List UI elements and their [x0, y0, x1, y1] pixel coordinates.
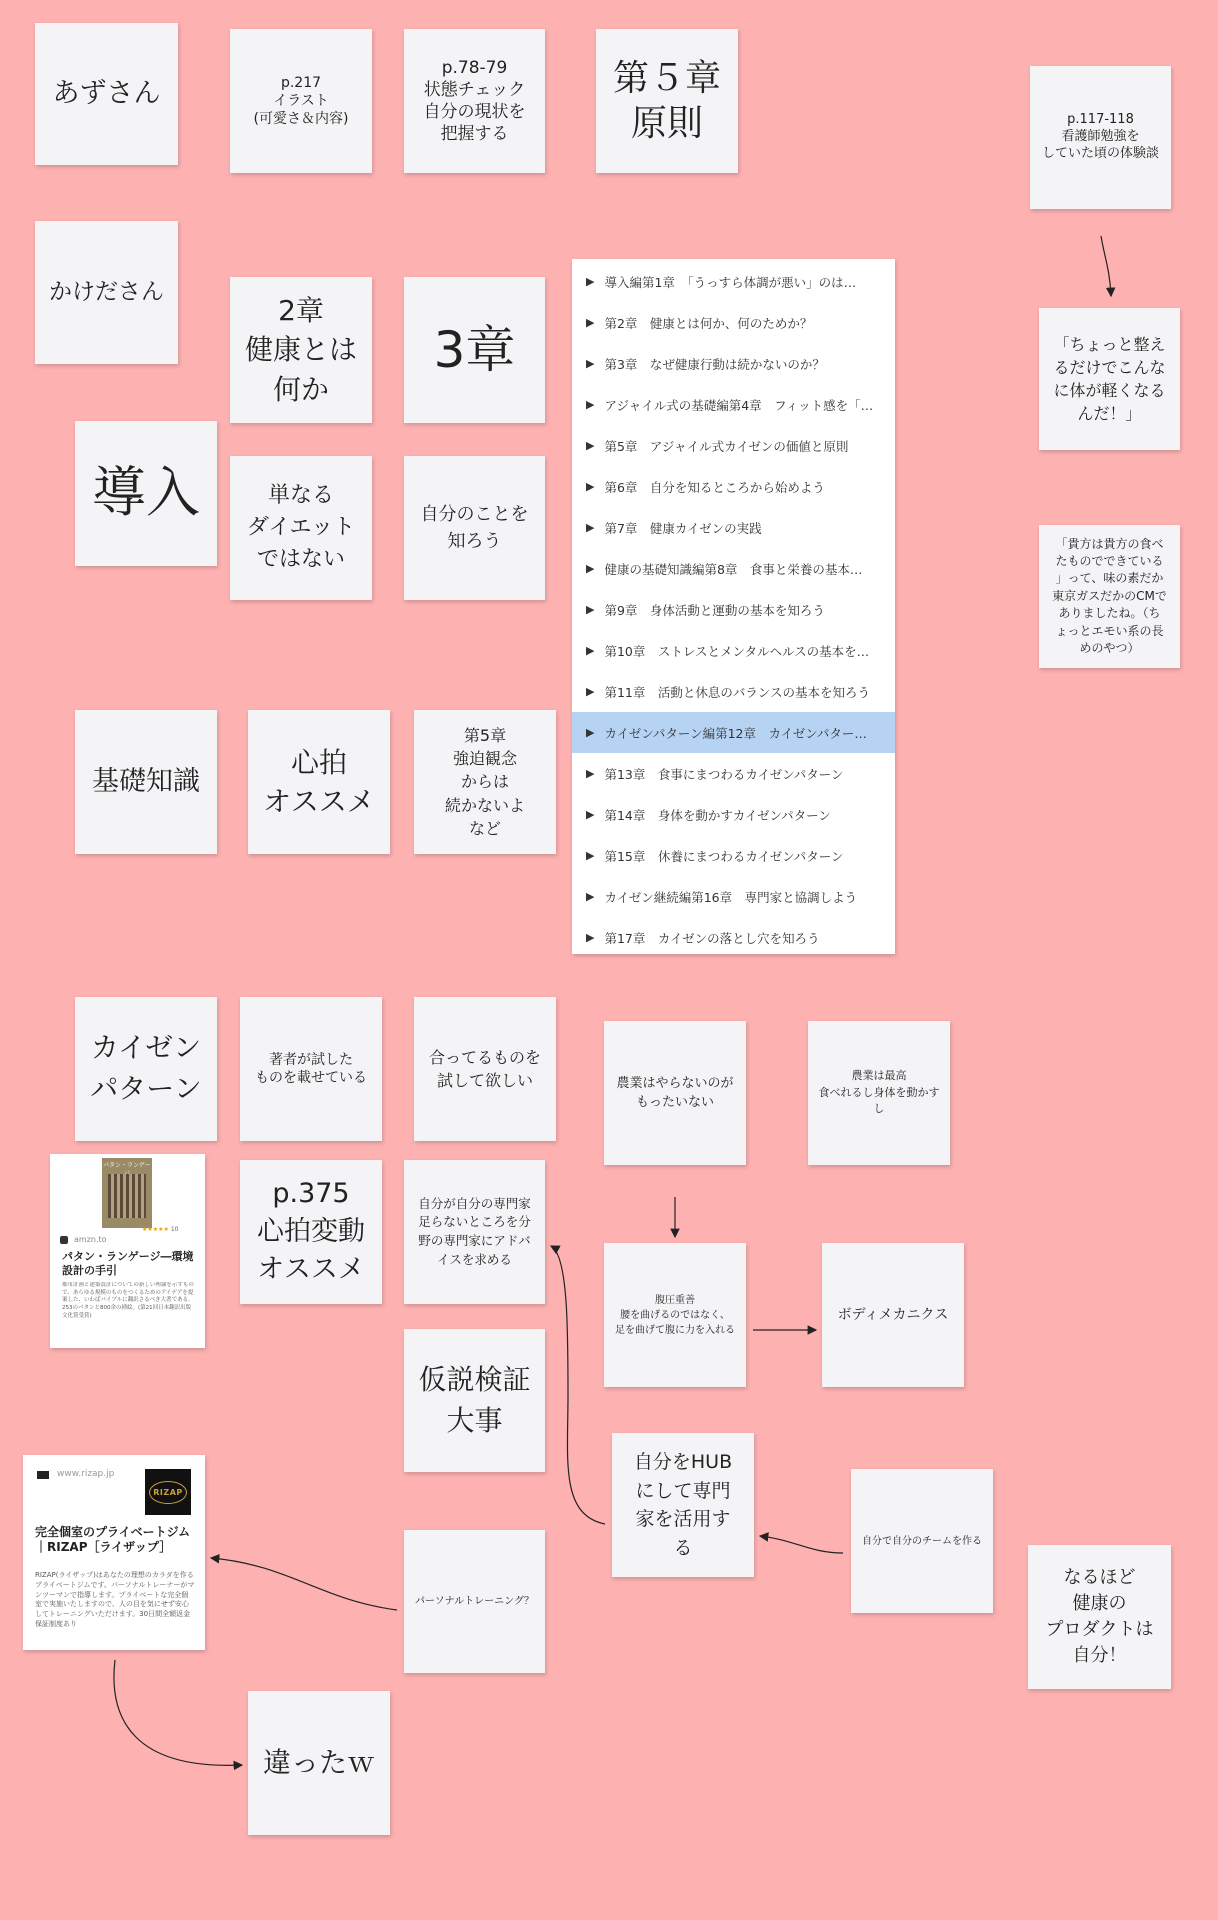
note-own-team[interactable]: 自分で自分のチームを作る — [851, 1469, 993, 1613]
note-chapter5-principle[interactable]: 第５章 原則 — [596, 29, 738, 173]
chapter-item[interactable] — [572, 589, 895, 630]
card-source[interactable]: amzn.to — [74, 1235, 107, 1244]
chapter-item[interactable] — [572, 425, 895, 466]
chapter-item[interactable] — [572, 548, 895, 589]
book-cover-title: パタン・ランゲー — [103, 1162, 151, 1169]
note-chapter3[interactable]: 3章 — [404, 277, 545, 423]
connector-personal-training-to-rizap — [211, 1558, 397, 1610]
expand-triangle-icon[interactable]: ▶ — [586, 603, 595, 616]
rating-stars: ★★★★★ 10 — [142, 1226, 179, 1233]
chapter-item[interactable] — [572, 302, 895, 343]
card-title[interactable]: 完全個室のプライベートジム｜RIZAP［ライザップ］ — [35, 1525, 191, 1554]
note-hub-experts[interactable]: 自分をHUB にして専門 家を活用す る — [612, 1433, 754, 1577]
chapter-label: 第7章 健康カイゼンの実践 — [604, 520, 762, 536]
expand-triangle-icon[interactable]: ▶ — [586, 726, 595, 739]
chapter-label: カイゼンパターン編第12章 カイゼンパター… — [604, 725, 867, 741]
chapter-label: 第17章 カイゼンの落とし穴を知ろう — [604, 930, 820, 946]
chapter-item[interactable] — [572, 753, 895, 794]
chapter-item[interactable] — [572, 466, 895, 507]
note-quote-light-body[interactable]: 「ちょっと整え るだけでこんな に体が軽くなる んだ！」 — [1039, 308, 1180, 450]
note-body-mechanics[interactable]: ボディメカニクス — [822, 1243, 964, 1387]
note-farming-waste[interactable]: 農業はやらないのが もったいない — [604, 1021, 746, 1165]
chapter-label: 第2章 健康とは何か、何のためか？ — [604, 315, 813, 331]
card-description: 都市計画と建築設計についての新しい理論を示すもので、あらゆる規模のものをつくるためのアイデアを提案した、いわばバイブルに翻訳さるべき大著である。253のパタンと800余の挿絵。(第21回日本翻訳出版文化賞受賞) — [62, 1282, 194, 1319]
expand-triangle-icon[interactable]: ▶ — [586, 644, 595, 657]
expand-triangle-icon[interactable]: ▶ — [586, 439, 595, 452]
expand-triangle-icon[interactable]: ▶ — [586, 890, 595, 903]
link-card-rizap[interactable] — [23, 1455, 205, 1650]
note-know-yourself[interactable]: 自分のことを 知ろう — [404, 456, 545, 600]
source-favicon-icon — [37, 1471, 49, 1479]
note-basic-knowledge[interactable]: 基礎知識 — [75, 710, 217, 854]
chapter-item[interactable] — [572, 835, 895, 876]
note-p375[interactable]: p.375 心拍変動 オススメ — [240, 1160, 382, 1304]
chapter-item[interactable] — [572, 384, 895, 425]
note-farming-best[interactable]: 農業は最高 食べれるし身体を動かすし — [808, 1021, 950, 1165]
note-quote-food[interactable]: 「貴方は貴方の食べ たものでできている 」って、味の素だか 東京ガスだかのCMで ありましたね。（ち ょっとエモい系の長 めのやつ） — [1039, 525, 1180, 668]
book-cover-image — [102, 1158, 152, 1228]
note-p117-118[interactable]: p.117-118 看護師勉強を していた頃の体験談 — [1030, 66, 1171, 209]
note-chapter5-compulsion[interactable]: 第5章 強迫観念 からは 続かないよ など — [414, 710, 556, 854]
card-source[interactable]: www.rizap.jp — [57, 1469, 115, 1479]
chapter-label: 第6章 自分を知るところから始めよう — [604, 479, 825, 495]
note-azusan[interactable]: あずさん — [35, 23, 178, 165]
expand-triangle-icon[interactable]: ▶ — [586, 398, 595, 411]
note-p78-79[interactable]: p.78-79 状態チェック 自分の現状を 把握する — [404, 29, 545, 173]
chapter-label: 第15章 休養にまつわるカイゼンパターン — [604, 848, 844, 864]
note-abdominal-pressure[interactable]: 腹圧重善 腰を曲げるのではなく、 足を曲げて腹に力を入れる — [604, 1243, 746, 1387]
expand-triangle-icon[interactable]: ▶ — [586, 685, 595, 698]
chapter-item[interactable] — [572, 261, 895, 302]
note-not-diet[interactable]: 単なる ダイエット ではない — [230, 456, 372, 600]
chapter-item[interactable] — [572, 876, 895, 917]
chapter-item[interactable] — [572, 917, 895, 958]
note-different[interactable]: 違ったｗ — [248, 1691, 390, 1835]
note-p217[interactable]: p.217 イラスト (可愛さ＆内容) — [230, 29, 372, 173]
expand-triangle-icon[interactable]: ▶ — [586, 767, 595, 780]
connector-rizap-to-different — [114, 1660, 242, 1765]
connector-hub-to-expert-advice — [551, 1246, 605, 1524]
chapter-item[interactable] — [572, 507, 895, 548]
chapter-label: 第14章 身体を動かすカイゼンパターン — [604, 807, 831, 823]
expand-triangle-icon[interactable]: ▶ — [586, 808, 595, 821]
expand-triangle-icon[interactable]: ▶ — [586, 562, 595, 575]
connector-p117-to-quote — [1101, 236, 1111, 296]
chapter-label: 第9章 身体活動と運動の基本を知ろう — [604, 602, 825, 618]
note-author-tried[interactable]: 著者が試した ものを載せている — [240, 997, 382, 1141]
chapter-label: 第10章 ストレスとメンタルヘルスの基本を… — [604, 643, 870, 659]
card-title[interactable]: パタン・ランゲージ―環境設計の手引 — [62, 1250, 194, 1278]
card-description: RIZAP(ライザップ)はあなたの理想のカラダを作るプライベートジムです。パーソナルトレーナーがマンツーマンで指導します。プライベートな完全個室で実施いたしますので、人の目を気にせず安心してトレーニングいただけます。30日間全額返金保証制度あり — [35, 1571, 195, 1628]
chapter-label: 第13章 食事にまつわるカイゼンパターン — [604, 766, 844, 782]
expand-triangle-icon[interactable]: ▶ — [586, 521, 595, 534]
chapter-item[interactable] — [572, 712, 895, 753]
expand-triangle-icon[interactable]: ▶ — [586, 849, 595, 862]
chapter-label: アジャイル式の基礎編第4章 フィット感を「… — [604, 397, 874, 413]
note-expert-advice[interactable]: 自分が自分の専門家 足らないところを分 野の専門家にアドバ イスを求める — [404, 1160, 545, 1304]
expand-triangle-icon[interactable]: ▶ — [586, 275, 595, 288]
chapter-item[interactable] — [572, 794, 895, 835]
note-try-what-fits[interactable]: 合ってるものを 試して欲しい — [414, 997, 556, 1141]
note-personal-training[interactable]: パーソナルトレーニング？ — [404, 1530, 545, 1673]
note-kakedasan[interactable]: かけださん — [35, 221, 178, 364]
chapter-label: 導入編第1章 「うっすら体調が悪い」のは… — [604, 274, 857, 290]
expand-triangle-icon[interactable]: ▶ — [586, 357, 595, 370]
expand-triangle-icon[interactable]: ▶ — [586, 480, 595, 493]
connector-own-team-to-hub — [760, 1536, 843, 1553]
note-chapter2[interactable]: 2章 健康とは 何か — [230, 277, 372, 423]
note-hypothesis-testing[interactable]: 仮説検証 大事 — [404, 1329, 545, 1472]
chapter-label: 第5章 アジャイル式カイゼンの価値と原則 — [604, 438, 849, 454]
rizap-logo: RIZAP — [145, 1469, 191, 1515]
note-kaizen-pattern[interactable]: カイゼン パターン — [75, 997, 217, 1141]
chapter-label: 第3章 なぜ健康行動は続かないのか？ — [604, 356, 825, 372]
chapter-list[interactable] — [572, 259, 895, 954]
expand-triangle-icon[interactable]: ▶ — [586, 316, 595, 329]
chapter-label: 健康の基礎知識編第8章 食事と栄養の基本… — [604, 561, 863, 577]
chapter-item[interactable] — [572, 343, 895, 384]
expand-triangle-icon[interactable]: ▶ — [586, 931, 595, 944]
source-favicon-icon — [60, 1236, 68, 1244]
link-card-pattern-language[interactable] — [50, 1154, 205, 1348]
chapter-item[interactable] — [572, 630, 895, 671]
note-intro[interactable]: 導入 — [75, 421, 217, 566]
chapter-item[interactable] — [572, 671, 895, 712]
note-health-product[interactable]: なるほど 健康の プロダクトは 自分！ — [1028, 1545, 1171, 1689]
chapter-label: カイゼン継続編第16章 専門家と協調しよう — [604, 889, 858, 905]
chapter-label: 第11章 活動と休息のバランスの基本を知ろう — [604, 684, 871, 700]
note-heart-rate-recommend[interactable]: 心拍 オススメ — [248, 710, 390, 854]
